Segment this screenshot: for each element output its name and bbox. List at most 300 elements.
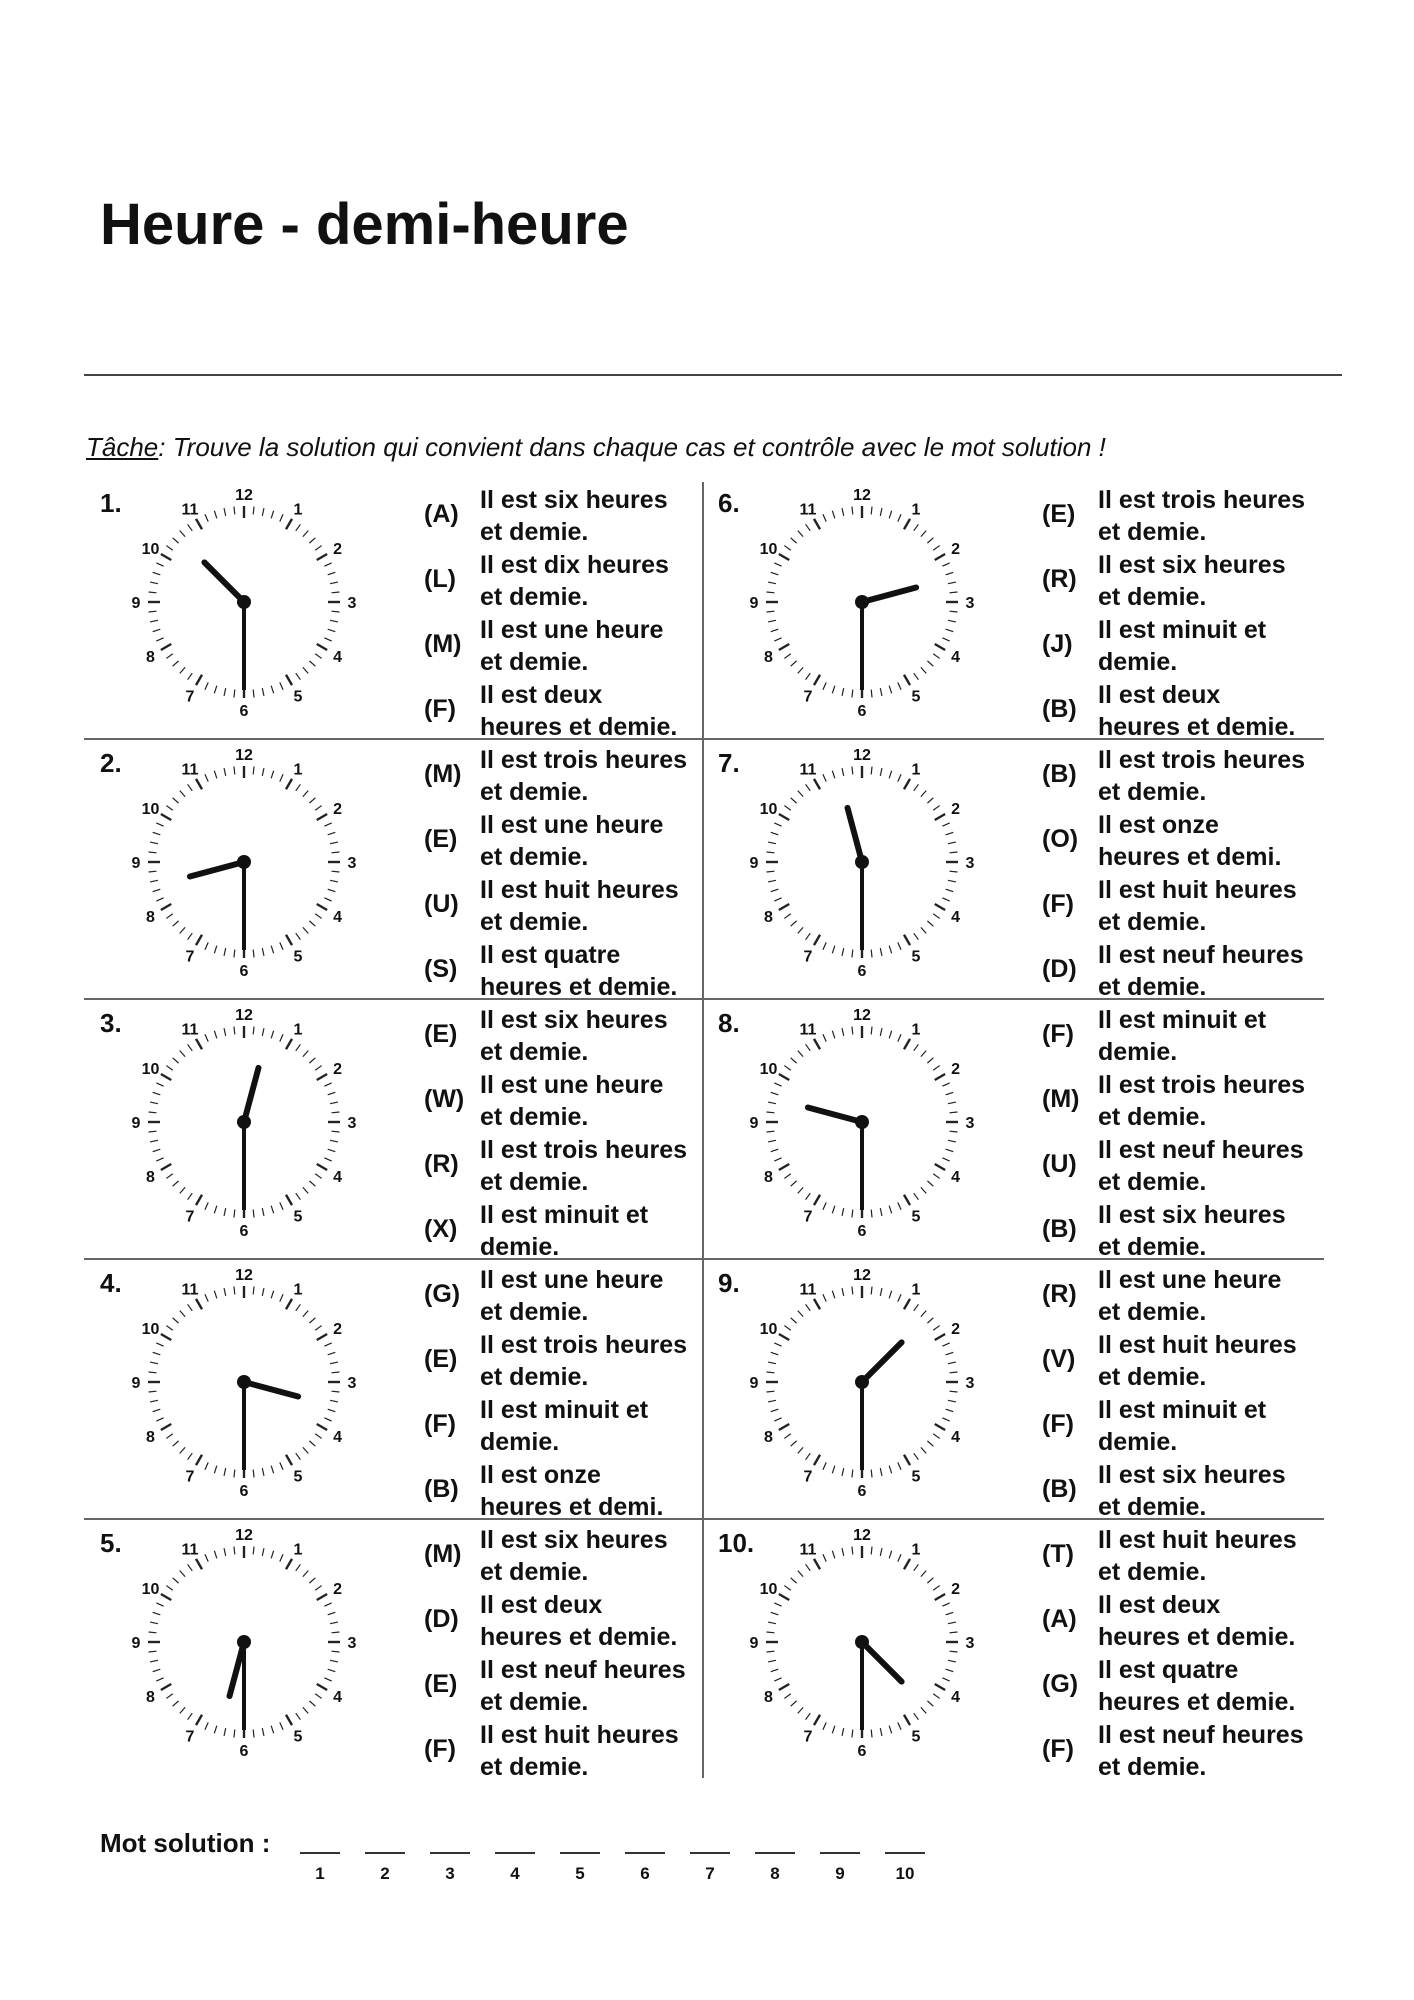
minute-tick [946, 832, 954, 834]
minute-tick [315, 1694, 321, 1699]
option-letter: (R) [1042, 565, 1077, 593]
minute-tick [914, 1713, 919, 1719]
minute-tick [950, 852, 958, 853]
minute-tick [280, 682, 283, 689]
minute-tick [767, 1131, 775, 1132]
minute-tick [948, 1140, 956, 1142]
minute-tick [898, 1034, 901, 1041]
minute-tick [852, 1210, 853, 1218]
slot-number: 4 [510, 1864, 520, 1883]
minute-tick [153, 889, 161, 891]
hour-tick [317, 1334, 327, 1340]
minute-tick [303, 1447, 308, 1453]
option-text: Il est huit heures et demie. [1098, 1526, 1297, 1586]
hour-tick [904, 935, 910, 945]
minute-tick [774, 1678, 781, 1681]
option-letter: (U) [1042, 1150, 1077, 1178]
minute-tick [784, 1586, 790, 1591]
minute-tick [914, 1044, 919, 1050]
minute-tick [309, 1318, 315, 1323]
minute-tick [771, 1092, 779, 1094]
hour-tick [779, 554, 789, 560]
minute-tick [153, 832, 161, 834]
hour-tick [904, 1299, 910, 1309]
option-text: Il est trois heures et demie. [1098, 746, 1306, 806]
minute-tick [150, 1400, 158, 1402]
minute-tick [303, 1571, 308, 1577]
minute-tick [948, 1102, 956, 1104]
minute-tick [921, 531, 926, 537]
option-letter: (B) [424, 1475, 459, 1503]
answer-option [424, 1719, 704, 1784]
minute-tick [806, 1304, 811, 1310]
minute-tick [933, 1174, 939, 1179]
clock-number: 2 [951, 541, 960, 558]
hour-hand [848, 808, 862, 862]
clock-number: 7 [803, 688, 813, 706]
minute-tick [253, 1547, 254, 1555]
minute-tick [332, 592, 340, 593]
minute-tick [842, 508, 844, 516]
option-text: Il est une heure et demie. [480, 1266, 664, 1326]
answer-option [1042, 1459, 1322, 1524]
minute-tick [933, 1694, 939, 1699]
answer-option [424, 679, 704, 744]
minute-tick [330, 582, 338, 584]
hour-tick [814, 1195, 820, 1205]
minute-tick [914, 784, 919, 790]
minute-tick [262, 1468, 264, 1476]
option-letter: (G) [1042, 1670, 1079, 1698]
option-letter: (U) [424, 890, 459, 918]
clock-number: 6 [857, 1223, 867, 1240]
clock-number: 4 [333, 1689, 342, 1706]
minute-tick [309, 538, 315, 543]
minute-tick [188, 1453, 193, 1459]
hour-tick [286, 1195, 292, 1205]
minute-tick [262, 1728, 264, 1736]
minute-tick [832, 1206, 834, 1214]
clock-number: 4 [951, 1169, 960, 1186]
minute-tick [149, 1131, 157, 1132]
exercise-number: 1. [100, 488, 122, 518]
minute-tick [303, 1311, 308, 1317]
clock-number: 5 [293, 1728, 303, 1746]
answer-option [1042, 1719, 1322, 1784]
option-text: Il est deux heures et demie. [480, 1591, 678, 1651]
minute-tick [852, 950, 853, 958]
clock-face [749, 998, 975, 1240]
clock-number: 7 [185, 948, 195, 966]
hour-tick [196, 675, 202, 685]
minute-tick [150, 620, 158, 622]
minute-tick [234, 1210, 235, 1218]
minute-tick [950, 871, 958, 872]
clock-number: 7 [185, 1728, 195, 1746]
minute-tick [921, 1051, 926, 1057]
clock-number: 10 [759, 1321, 778, 1338]
minute-tick [149, 1632, 157, 1633]
solution-slot [885, 1840, 925, 1884]
option-text: Il est neuf heures et demie. [480, 1656, 686, 1716]
hour-hand [862, 588, 916, 602]
minute-tick [262, 1028, 264, 1036]
hour-tick [317, 1074, 327, 1080]
hour-tick [317, 554, 327, 560]
minute-tick [948, 1622, 956, 1624]
clock-number: 3 [965, 1375, 975, 1392]
minute-tick [927, 661, 933, 666]
minute-tick [253, 1470, 254, 1478]
minute-tick [871, 1027, 872, 1035]
minute-tick [791, 1058, 797, 1063]
answer-option [1042, 1069, 1322, 1134]
minute-tick [173, 1701, 179, 1706]
minute-tick [330, 1102, 338, 1104]
task-instruction [86, 432, 1106, 463]
minute-tick [914, 524, 919, 530]
hour-tick [196, 1299, 202, 1309]
clock-number: 2 [333, 541, 342, 558]
option-letter: (B) [1042, 1215, 1077, 1243]
minute-tick [156, 1083, 163, 1086]
minute-tick [188, 524, 193, 530]
minute-tick [328, 1669, 336, 1671]
clock-number: 3 [347, 1375, 357, 1392]
answer-option [424, 1459, 704, 1524]
minute-tick [205, 682, 208, 689]
minute-tick [950, 1131, 958, 1132]
minute-tick [798, 1571, 803, 1577]
answer-option [1042, 1654, 1322, 1719]
minute-tick [889, 771, 891, 779]
answer-option [424, 744, 704, 809]
option-letter: (R) [424, 1150, 459, 1178]
minute-tick [921, 1571, 926, 1577]
clock-number: 5 [293, 1468, 303, 1486]
clock-number: 12 [853, 487, 871, 504]
clock-number: 11 [181, 1281, 199, 1299]
minute-tick [942, 638, 949, 641]
solution-slots [300, 1840, 940, 1900]
minute-tick [767, 1112, 775, 1113]
clock-number: 11 [181, 761, 199, 779]
minute-tick [942, 1678, 949, 1681]
minute-tick [214, 1726, 216, 1734]
minute-tick [921, 1707, 926, 1713]
minute-tick [153, 1092, 161, 1094]
minute-tick [332, 1391, 340, 1392]
option-text: Il est une heure et demie. [1098, 1266, 1282, 1326]
minute-tick [153, 1669, 161, 1671]
answer-blank [625, 1852, 665, 1854]
minute-tick [933, 806, 939, 811]
minute-tick [296, 933, 301, 939]
minute-tick [328, 1409, 336, 1411]
minute-tick [823, 942, 826, 949]
minute-tick [150, 1660, 158, 1662]
minute-tick [898, 514, 901, 521]
hour-tick [286, 1715, 292, 1725]
clock-face [749, 1518, 975, 1760]
hour-tick [779, 1424, 789, 1430]
minute-tick [309, 1181, 315, 1186]
answer-option [424, 1524, 704, 1589]
solution-slot [430, 1840, 470, 1884]
minute-tick [950, 1112, 958, 1113]
solution-slot [755, 1840, 795, 1884]
minute-tick [806, 1564, 811, 1570]
minute-tick [262, 768, 264, 776]
hour-tick [161, 554, 171, 560]
minute-tick [296, 1453, 301, 1459]
clock-number: 8 [764, 1429, 773, 1446]
minute-tick [806, 524, 811, 530]
minute-tick [798, 1707, 803, 1713]
minute-tick [296, 673, 301, 679]
minute-tick [880, 948, 882, 956]
minute-tick [767, 1391, 775, 1392]
minute-tick [166, 1326, 172, 1331]
minute-tick [871, 1470, 872, 1478]
clock-number: 12 [235, 1527, 253, 1544]
option-text: Il est trois heures et demie. [480, 746, 688, 806]
clock-center [855, 855, 869, 869]
minute-tick [188, 784, 193, 790]
minute-tick [324, 1678, 331, 1681]
clock-number: 8 [764, 1169, 773, 1186]
exercise-3 [84, 998, 702, 1261]
minute-tick [156, 1603, 163, 1606]
minute-tick [784, 1174, 790, 1179]
solution-slot [300, 1840, 340, 1884]
minute-tick [324, 1158, 331, 1161]
minute-tick [149, 1651, 157, 1652]
answer-option [424, 549, 704, 614]
clock-face [131, 478, 357, 720]
clock-number: 7 [803, 1728, 813, 1746]
exercise-9 [702, 1258, 1320, 1521]
minute-tick [173, 1181, 179, 1186]
clock-face [131, 738, 357, 980]
clock-number: 1 [911, 1021, 921, 1039]
clock-number: 3 [965, 1635, 975, 1652]
minute-tick [280, 1462, 283, 1469]
minute-tick [324, 1418, 331, 1421]
minute-tick [948, 842, 956, 844]
exercise-1 [84, 478, 702, 741]
minute-tick [315, 1174, 321, 1179]
hour-tick [935, 1164, 945, 1170]
clock-number: 4 [333, 1429, 342, 1446]
minute-tick [914, 673, 919, 679]
hour-tick [286, 1559, 292, 1569]
hour-tick [779, 814, 789, 820]
clock-number: 6 [239, 1223, 249, 1240]
minute-tick [898, 774, 901, 781]
minute-tick [798, 1447, 803, 1453]
minute-tick [832, 511, 834, 519]
clock-number: 4 [951, 649, 960, 666]
clock-center [237, 1635, 251, 1649]
answer-option [424, 1134, 704, 1199]
minute-tick [234, 950, 235, 958]
minute-tick [842, 1548, 844, 1556]
minute-tick [933, 1066, 939, 1071]
solution-label: Mot solution : [100, 1828, 271, 1858]
minute-tick [784, 914, 790, 919]
hour-tick [286, 1039, 292, 1049]
minute-tick [806, 1193, 811, 1199]
minute-tick [946, 1352, 954, 1354]
minute-tick [173, 1058, 179, 1063]
minute-tick [173, 1441, 179, 1446]
clock-number: 12 [853, 1007, 871, 1024]
clock-center [237, 1115, 251, 1129]
option-text: Il est huit heures et demie. [1098, 876, 1297, 936]
hour-tick [779, 1684, 789, 1690]
clock-number: 6 [239, 1743, 249, 1760]
minute-tick [942, 1158, 949, 1161]
answer-blank [495, 1852, 535, 1854]
answer-option [1042, 1394, 1322, 1459]
hour-tick [904, 1195, 910, 1205]
minute-tick [150, 880, 158, 882]
option-letter: (F) [1042, 1410, 1074, 1438]
minute-tick [842, 948, 844, 956]
clock-number: 2 [951, 801, 960, 818]
minute-tick [946, 1149, 954, 1151]
minute-tick [948, 1660, 956, 1662]
hour-tick [814, 1455, 820, 1465]
minute-tick [823, 774, 826, 781]
minute-tick [262, 508, 264, 516]
clock-number: 9 [749, 1115, 759, 1132]
clock-number: 6 [857, 1483, 867, 1500]
minute-tick [832, 686, 834, 694]
minute-tick [180, 1447, 185, 1453]
clock-number: 5 [293, 1208, 303, 1226]
minute-tick [332, 1112, 340, 1113]
minute-tick [852, 1470, 853, 1478]
answer-blank [885, 1852, 925, 1854]
option-letter: (B) [1042, 695, 1077, 723]
minute-tick [324, 638, 331, 641]
hour-tick [935, 554, 945, 560]
minute-tick [832, 1466, 834, 1474]
clock-number: 12 [235, 487, 253, 504]
clock-center [237, 1375, 251, 1389]
minute-tick [332, 1131, 340, 1132]
minute-tick [823, 1722, 826, 1729]
option-text: Il est six heures et demie. [1098, 551, 1286, 611]
answer-option [1042, 614, 1322, 679]
minute-tick [224, 948, 226, 956]
hour-tick [814, 1715, 820, 1725]
minute-tick [921, 1311, 926, 1317]
option-text: Il est deux heures et demie. [1098, 1591, 1296, 1651]
minute-tick [166, 1434, 172, 1439]
option-text: Il est minuit et demie. [1098, 1396, 1267, 1456]
minute-tick [253, 1210, 254, 1218]
clock-number: 12 [235, 1007, 253, 1024]
exercise-4 [84, 1258, 702, 1521]
answer-option [424, 614, 704, 679]
option-text: Il est neuf heures et demie. [1098, 941, 1304, 1001]
option-text: Il est quatre heures et demie. [1098, 1656, 1296, 1716]
answer-blank [300, 1852, 340, 1854]
hour-hand [204, 562, 244, 602]
minute-tick [842, 1288, 844, 1296]
clock-number: 9 [749, 1375, 759, 1392]
option-letter: (B) [1042, 760, 1077, 788]
minute-tick [224, 688, 226, 696]
minute-tick [880, 1208, 882, 1216]
minute-tick [948, 620, 956, 622]
minute-tick [933, 1586, 939, 1591]
hour-hand [244, 1068, 258, 1122]
minute-tick [330, 1400, 338, 1402]
answer-option [1042, 939, 1322, 1004]
minute-tick [166, 914, 172, 919]
minute-tick [871, 950, 872, 958]
minute-tick [166, 546, 172, 551]
minute-tick [173, 798, 179, 803]
minute-tick [880, 688, 882, 696]
clock-number: 6 [239, 1483, 249, 1500]
hour-tick [779, 1164, 789, 1170]
minute-tick [871, 690, 872, 698]
option-text: Il est une heure et demie. [480, 811, 664, 871]
hour-tick [779, 1594, 789, 1600]
minute-tick [771, 629, 779, 631]
hour-tick [317, 904, 327, 910]
hour-tick [161, 1074, 171, 1080]
clock-number: 10 [141, 1581, 160, 1598]
hour-tick [904, 1715, 910, 1725]
minute-tick [852, 1287, 853, 1295]
minute-tick [950, 1651, 958, 1652]
option-letter: (F) [424, 1410, 456, 1438]
option-text: Il est une heure et demie. [480, 616, 664, 676]
clock-number: 9 [131, 595, 141, 612]
minute-tick [173, 1578, 179, 1583]
minute-tick [309, 661, 315, 666]
answer-option [424, 1199, 704, 1264]
clock-number: 9 [131, 1115, 141, 1132]
minute-tick [806, 1044, 811, 1050]
minute-tick [823, 1462, 826, 1469]
hour-tick [317, 814, 327, 820]
minute-tick [303, 927, 308, 933]
minute-tick [927, 1441, 933, 1446]
hour-hand [808, 1108, 862, 1122]
clock-number: 1 [911, 1281, 921, 1299]
solution-slot [365, 1840, 405, 1884]
answer-options [424, 1004, 704, 1264]
minute-tick [784, 654, 790, 659]
minute-tick [330, 1622, 338, 1624]
minute-tick [303, 667, 308, 673]
minute-tick [791, 1578, 797, 1583]
option-text: Il est six heures et demie. [1098, 1201, 1286, 1261]
clock-number: 8 [146, 1169, 155, 1186]
minute-tick [224, 1468, 226, 1476]
minute-tick [871, 1210, 872, 1218]
minute-tick [149, 1391, 157, 1392]
minute-tick [205, 1202, 208, 1209]
hour-tick [814, 1559, 820, 1569]
